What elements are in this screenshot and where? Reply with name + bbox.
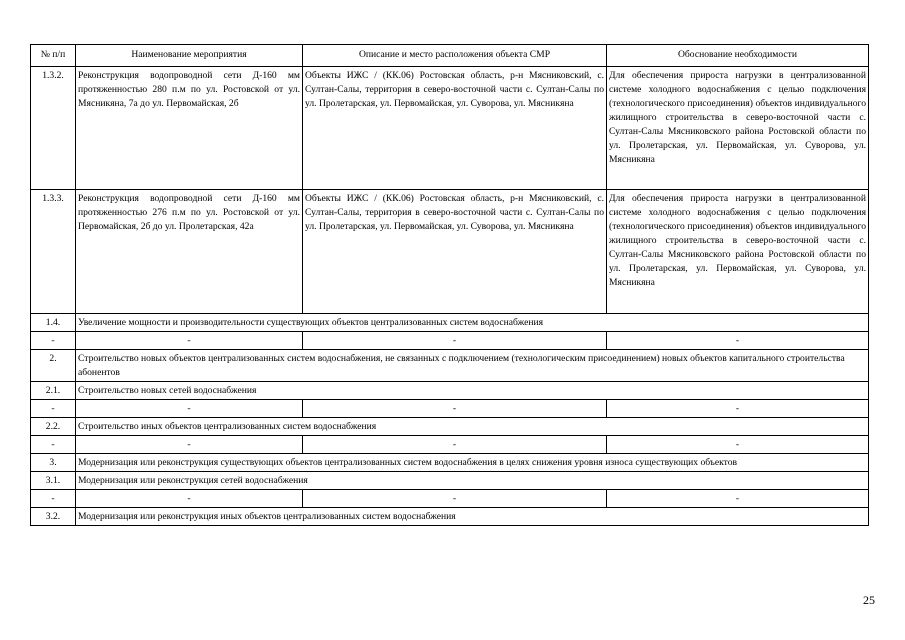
section-row — [31, 314, 869, 332]
section-title: Строительство новых объектов централизованных систем водоснабжения, не связанных с подключением (технологическим присоединением) новых объектов капитального строительства абонентов — [76, 350, 869, 382]
page-number: 25 — [863, 593, 875, 607]
dash-cell: - — [76, 400, 303, 418]
measure-name: Реконструкция водопроводной сети Д-160 мм протяженностью 276 п.м по ул. Ростовской от ул. Первомайская, 2б до ул. Пролетарская, 42а — [76, 190, 303, 314]
section-number: 2.2. — [31, 418, 76, 436]
dash-cell: - — [303, 490, 607, 508]
empty-row — [31, 332, 869, 350]
empty-row — [31, 400, 869, 418]
section-row — [31, 472, 869, 490]
dash-cell: - — [607, 332, 869, 350]
section-number: 2.1. — [31, 382, 76, 400]
dash-cell: - — [607, 490, 869, 508]
section-title: Модернизация или реконструкция существующих объектов централизованных систем водоснабжения в целях снижения уровня износа существующих объектов — [76, 454, 869, 472]
header-number: № п/п — [31, 45, 76, 67]
section-row — [31, 382, 869, 400]
row-number: 1.3.3. — [31, 190, 76, 314]
dash-cell: - — [31, 400, 76, 418]
dash-cell: - — [76, 490, 303, 508]
object-description: Объекты ИЖС / (КК.06) Ростовская область, р-н Мясниковский, с. Султан-Салы, территория в северо-восточной части с. Султан-Салы по ул. Пролетарская, ул. Первомайская, ул. Суворова, ул. Мясникяна — [303, 190, 607, 314]
section-number: 3.2. — [31, 508, 76, 526]
justification: Для обеспечения прироста нагрузки в централизованной системе холодного водоснабжения с целью подключения (технологического присоединения) объектов индивидуального жилищного строительства в северо-восточной части с. Султан-Салы Мясниковского района Ростовской области по ул. Пролетарская, ул. Первомайская, ул. Суворова, ул. Мясникяна — [607, 190, 869, 314]
measure-name: Реконструкция водопроводной сети Д-160 мм протяженностью 280 п.м по ул. Ростовской от ул. Мясникяна, 7а до ул. Первомайская, 2б — [76, 67, 303, 190]
section-row — [31, 454, 869, 472]
section-title: Увеличение мощности и производительности существующих объектов централизованных систем водоснабжения — [76, 314, 869, 332]
dash-cell: - — [31, 436, 76, 454]
dash-cell: - — [76, 436, 303, 454]
table-row — [31, 67, 869, 190]
object-description: Объекты ИЖС / (КК.06) Ростовская область, р-н Мясниковский, с. Султан-Салы, территория в северо-восточной части с. Султан-Салы по ул. Пролетарская, ул. Первомайская, ул. Суворова, ул. Мясникяна — [303, 67, 607, 190]
header-description: Описание и место расположения объекта СМР — [303, 45, 607, 67]
section-title: Строительство иных объектов централизованных систем водоснабжения — [76, 418, 869, 436]
empty-row — [31, 490, 869, 508]
dash-cell: - — [607, 400, 869, 418]
row-number: 1.3.2. — [31, 67, 76, 190]
section-title: Строительство новых сетей водоснабжения — [76, 382, 869, 400]
dash-cell: - — [31, 332, 76, 350]
table-header-row — [31, 45, 869, 67]
dash-cell: - — [76, 332, 303, 350]
section-number: 3.1. — [31, 472, 76, 490]
measures-table — [30, 44, 869, 526]
empty-row — [31, 436, 869, 454]
section-title: Модернизация или реконструкция иных объектов централизованных систем водоснабжения — [76, 508, 869, 526]
table-row — [31, 190, 869, 314]
section-row — [31, 508, 869, 526]
dash-cell: - — [303, 332, 607, 350]
section-row — [31, 350, 869, 382]
dash-cell: - — [607, 436, 869, 454]
section-number: 1.4. — [31, 314, 76, 332]
section-number: 2. — [31, 350, 76, 382]
section-title: Модернизация или реконструкция сетей водоснабжения — [76, 472, 869, 490]
dash-cell: - — [303, 400, 607, 418]
header-measure-name: Наименование мероприятия — [76, 45, 303, 67]
section-number: 3. — [31, 454, 76, 472]
header-justification: Обоснование необходимости — [607, 45, 869, 67]
section-row — [31, 418, 869, 436]
dash-cell: - — [303, 436, 607, 454]
justification: Для обеспечения прироста нагрузки в централизованной системе холодного водоснабжения с целью подключения (технологического присоединения) объектов индивидуального жилищного строительства в северо-восточной части с. Султан-Салы Мясниковского района Ростовской области по ул. Пролетарская, ул. Первомайская, ул. Суворова, ул. Мясникяна — [607, 67, 869, 190]
dash-cell: - — [31, 490, 76, 508]
